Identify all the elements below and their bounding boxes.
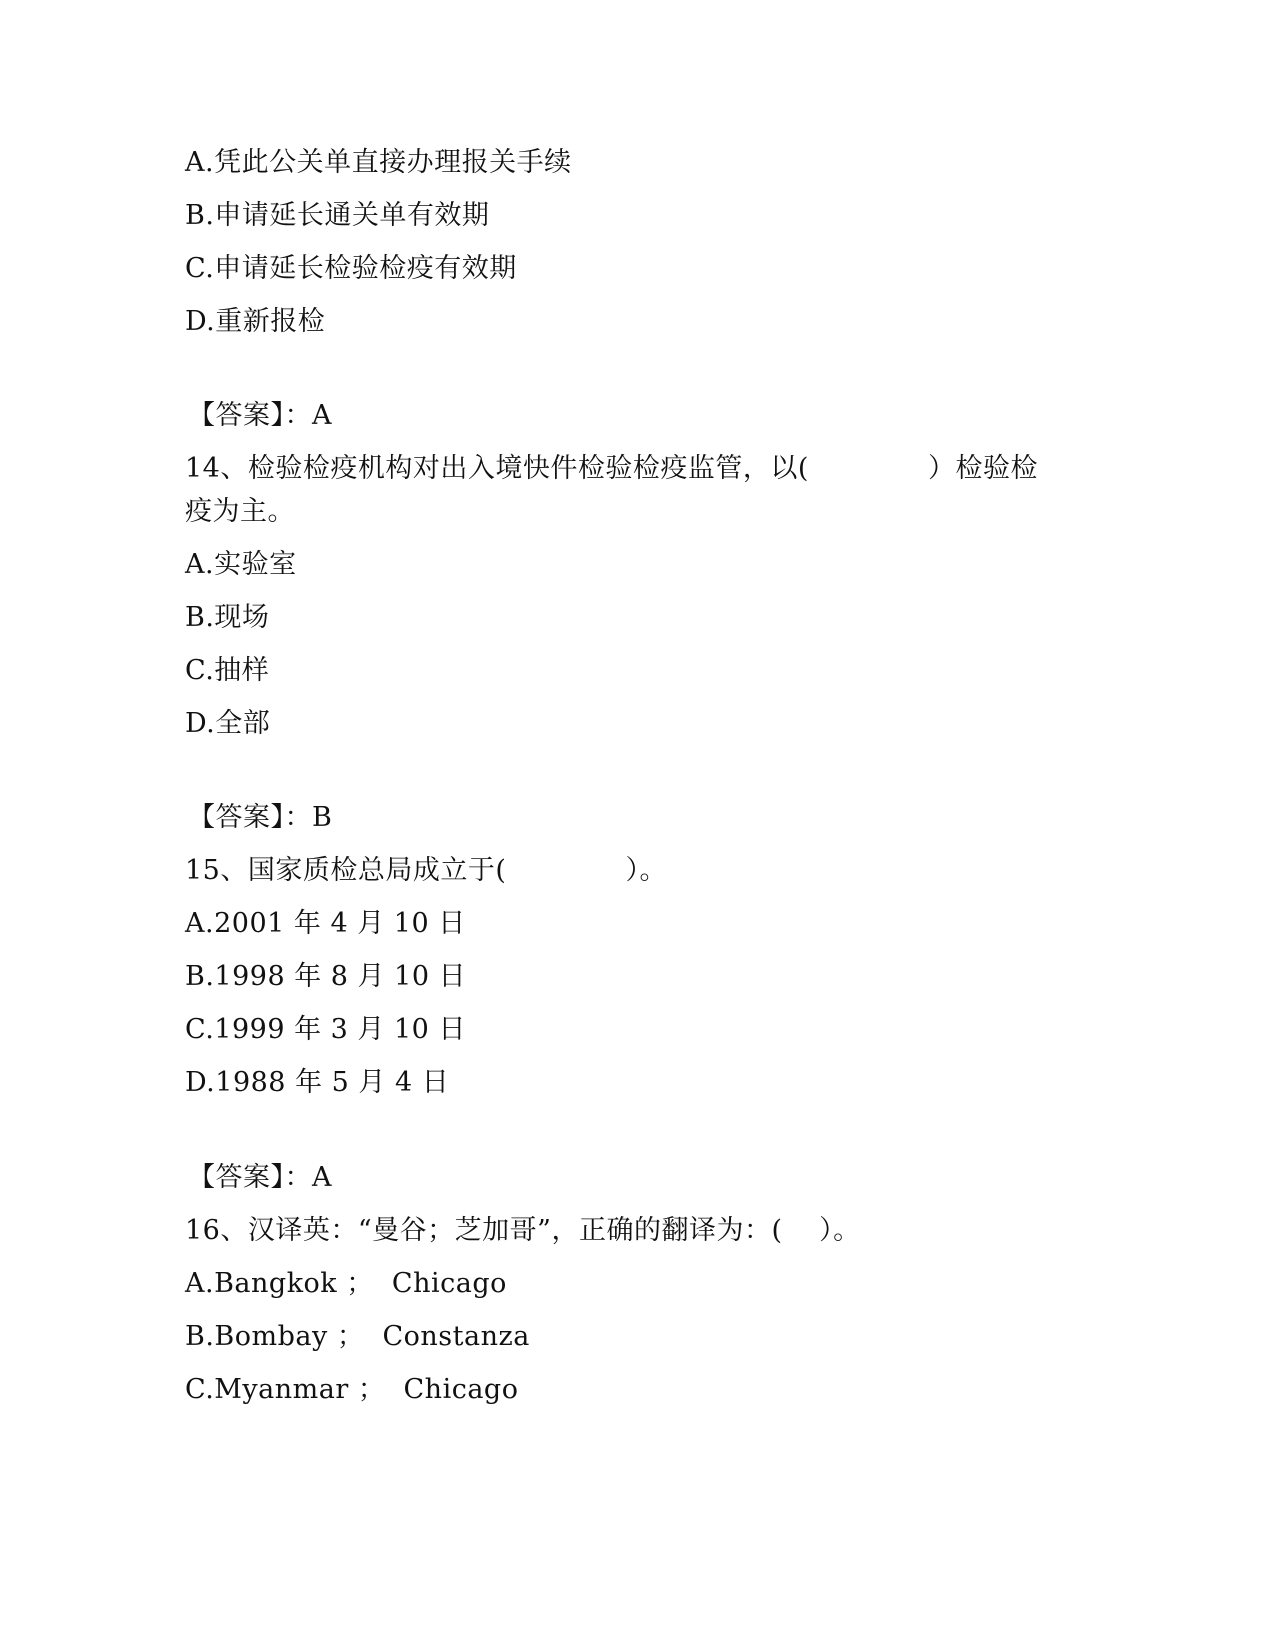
q14-option-a: A.实验室 [185,549,297,580]
q15-option-c: C.1999 年 3 月 10 日 [185,1014,466,1045]
q14-option-b: B.现场 [185,602,270,633]
q16-option-c: C.Myanmar ； Chicago [185,1374,519,1405]
q15-option-d: D.1988 年 5 月 4 日 [185,1067,450,1098]
q14-option-d: D.全部 [185,708,271,739]
q14-option-c: C.抽样 [185,655,270,686]
q13-option-d: D.重新报检 [185,306,326,337]
q15-answer: 【答案】：A [188,1162,332,1193]
q15-option-a: A.2001 年 4 月 10 日 [185,908,466,939]
q16-stem: 16、汉译英：“曼谷；芝加哥”，正确的翻译为：( ）。 [185,1215,861,1246]
q14-answer: 【答案】：B [188,802,333,833]
q13-option-a: A.凭此公关单直接办理报关手续 [185,147,572,178]
q16-option-a: A.Bangkok ； Chicago [185,1268,507,1299]
q14-stem-line1: 14、检验检疫机构对出入境快件检验检疫监管，以( ）检验检 [185,453,1038,484]
q15-option-b: B.1998 年 8 月 10 日 [185,961,467,992]
q14-stem-line2: 疫为主。 [185,496,295,527]
q16-option-b: B.Bombay ； Constanza [185,1321,530,1352]
q13-option-c: C.申请延长检验检疫有效期 [185,253,517,284]
q13-option-b: B.申请延长通关单有效期 [185,200,490,231]
q15-stem: 15、国家质检总局成立于( ）。 [185,855,667,886]
q13-answer: 【答案】：A [188,400,332,431]
